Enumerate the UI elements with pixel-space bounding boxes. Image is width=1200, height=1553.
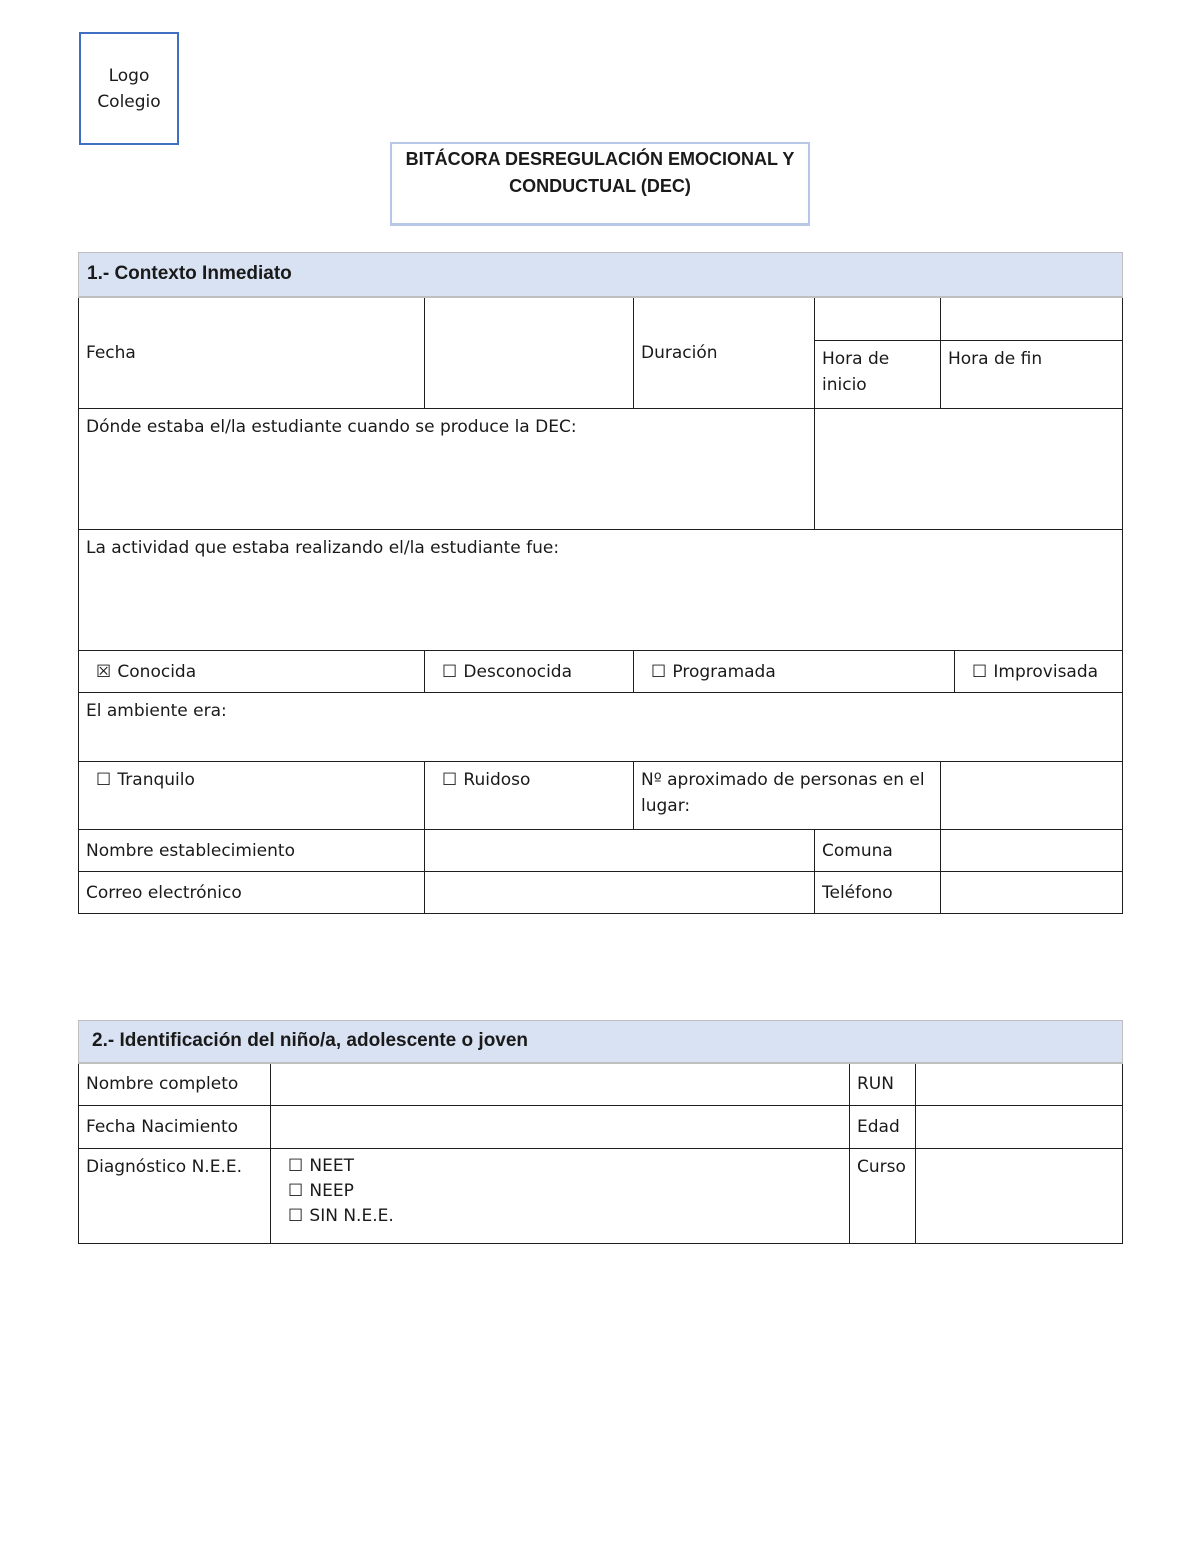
curso-field[interactable] (916, 1149, 1123, 1244)
option-neet[interactable] (288, 1154, 842, 1179)
hora-fin-field[interactable] (941, 297, 1123, 341)
fecha-label: Fecha (79, 297, 425, 409)
option-tranquilo[interactable] (79, 762, 425, 830)
hora-fin-label: Hora de fin (941, 341, 1123, 409)
option-desconocida[interactable] (425, 651, 634, 693)
checkbox-icon[interactable]: ☐ (288, 1206, 304, 1226)
option-conocida[interactable] (79, 651, 425, 693)
ambiente-label: El ambiente era: (79, 693, 1123, 762)
option-improvisada[interactable] (955, 651, 1123, 693)
checkbox-icon[interactable]: ☐ (96, 770, 112, 790)
fecha-nacimiento-field[interactable] (271, 1106, 850, 1149)
logo-text-line2: Colegio (97, 91, 161, 112)
option-label: Tranquilo (117, 770, 195, 790)
option-label: Programada (672, 661, 776, 682)
personas-field[interactable] (941, 762, 1123, 830)
establecimiento-label: Nombre establecimiento (79, 830, 425, 872)
section2-heading: 2.- Identificación del niño/a, adolescente o joven (79, 1021, 1123, 1063)
diagnostico-options (271, 1149, 850, 1244)
edad-field[interactable] (916, 1106, 1123, 1149)
option-sin-nee[interactable] (288, 1204, 842, 1229)
checkbox-icon[interactable]: ☐ (288, 1181, 304, 1201)
actividad-label: La actividad que estaba realizando el/la estudiante fue: (79, 530, 1123, 651)
document-title (390, 142, 810, 226)
personas-label: Nº aproximado de personas en el lugar: (634, 762, 941, 830)
comuna-field[interactable] (941, 830, 1123, 872)
nombre-label: Nombre completo (79, 1063, 271, 1106)
establecimiento-field[interactable] (425, 830, 815, 872)
hora-inicio-label: Hora de inicio (815, 341, 941, 409)
correo-label: Correo electrónico (79, 872, 425, 914)
title-line1: BITÁCORA DESREGULACIÓN EMOCIONAL Y (405, 149, 795, 169)
option-label: Desconocida (463, 661, 573, 682)
checkbox-icon[interactable]: ☐ (288, 1156, 304, 1176)
telefono-label: Teléfono (815, 872, 941, 914)
fecha-field[interactable] (425, 297, 634, 409)
checkbox-icon[interactable]: ☐ (972, 661, 988, 682)
correo-field[interactable] (425, 872, 815, 914)
section1-heading: 1.- Contexto Inmediato (79, 253, 1123, 297)
telefono-field[interactable] (941, 872, 1123, 914)
run-field[interactable] (916, 1063, 1123, 1106)
duracion-label: Duración (634, 297, 815, 409)
option-label: Ruidoso (463, 770, 531, 790)
diagnostico-label: Diagnóstico N.E.E. (79, 1149, 271, 1244)
title-line2: CONDUCTUAL (DEC) (509, 176, 691, 196)
fecha-nacimiento-label: Fecha Nacimiento (79, 1106, 271, 1149)
section1-table (78, 252, 1123, 914)
curso-label: Curso (850, 1149, 916, 1244)
option-label: NEEP (309, 1181, 354, 1201)
checkbox-icon[interactable]: ☐ (442, 770, 458, 790)
donde-label: Dónde estaba el/la estudiante cuando se produce la DEC: (79, 409, 815, 530)
option-label: NEET (309, 1156, 354, 1176)
option-label: Conocida (117, 661, 197, 682)
section2-table (78, 1020, 1123, 1244)
option-programada[interactable] (634, 651, 955, 693)
logo-text-line1: Logo (108, 65, 150, 86)
comuna-label: Comuna (815, 830, 941, 872)
checked-box-icon[interactable]: ☒ (96, 661, 112, 682)
nombre-field[interactable] (271, 1063, 850, 1106)
school-logo-placeholder (79, 32, 179, 145)
donde-field[interactable] (815, 409, 1123, 530)
run-label: RUN (850, 1063, 916, 1106)
hora-inicio-field[interactable] (815, 297, 941, 341)
option-neep[interactable] (288, 1179, 842, 1204)
option-label: Improvisada (993, 661, 1099, 682)
edad-label: Edad (850, 1106, 916, 1149)
checkbox-icon[interactable]: ☐ (651, 661, 667, 682)
option-label: SIN N.E.E. (309, 1206, 394, 1226)
option-ruidoso[interactable] (425, 762, 634, 830)
checkbox-icon[interactable]: ☐ (442, 661, 458, 682)
